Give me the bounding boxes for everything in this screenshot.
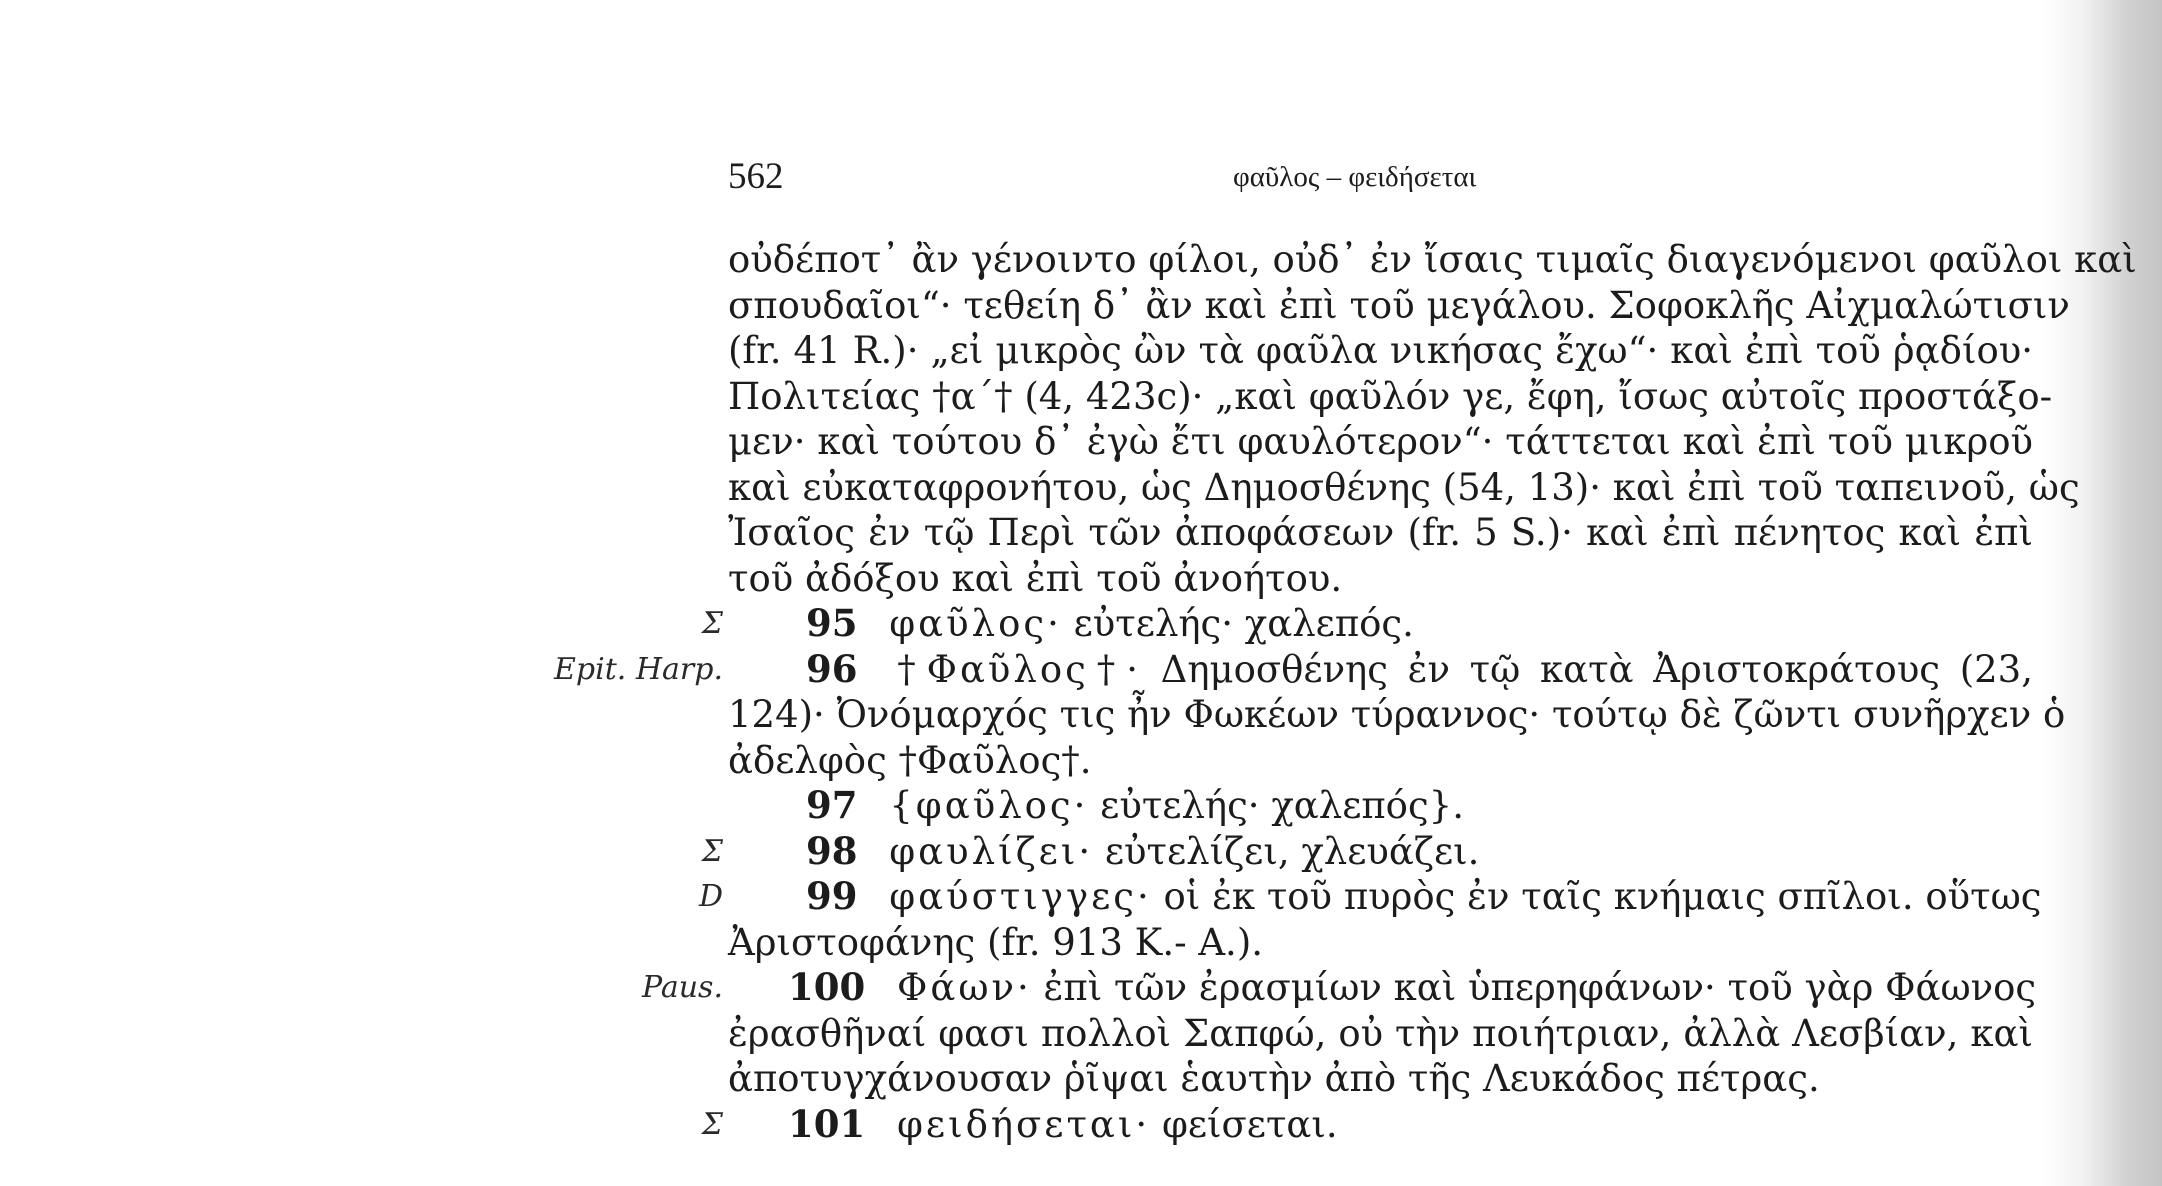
text-line: οὐδέποτ᾽ ἂν γένοιντο φίλοι, οὐδ᾽ ἐν ἴσαις τιμαῖς διαγενόμενοι φαῦλοι καὶ [728, 238, 2137, 281]
entry-lemma: φαυλίζει· [889, 829, 1094, 873]
page-header [728, 155, 2033, 203]
text-body [554, 237, 2137, 1147]
entry-97 [728, 783, 2033, 829]
entry-gloss: φείσεται. [1161, 1102, 1338, 1146]
entry-siglum: Σ [701, 1106, 723, 1142]
entry-gloss: οἱ ἐκ τοῦ πυρὸς ἐν ταῖς κνήμαις σπῖλοι. οὕτως [1163, 875, 2042, 918]
entry-number: 97 [806, 783, 858, 827]
entry-siglum: Σ [701, 606, 723, 641]
page-edge-shadow [2042, 0, 2162, 1186]
entry-101 [701, 1101, 2033, 1148]
entry-number: 101 [788, 1101, 866, 1146]
text-line: Ἀριστοφάνης (fr. 913 K.- A.). [728, 920, 1264, 964]
entry-95 [701, 601, 2033, 647]
text-line: ἐρασθῆναί φασι πολλοὶ Σαπφώ, οὐ τὴν ποιήτριαν, ἀλλὰ Λεσβίαν, καὶ [728, 1011, 2033, 1055]
entry-lemma: †Φαῦλος†· [897, 647, 1141, 691]
entry-lemma: {φαῦλος· [889, 784, 1089, 827]
page-number: 562 [728, 156, 784, 197]
entry-100 [642, 965, 2037, 1011]
entry-siglum: Σ [701, 833, 723, 869]
text-line: Πολιτείας †α´† (4, 423c)· „καὶ φαῦλόν γε, ἔφη, ἴσως αὐτοῖς προστάξο- [728, 374, 2053, 418]
entry-lemma: φειδήσεται· [897, 1102, 1151, 1146]
text-line: ἀδελφὸς †Φαῦλος†. [728, 738, 1092, 782]
entry-96 [554, 646, 2033, 693]
running-head: φαῦλος – φειδήσεται [1233, 161, 1477, 193]
entry-lemma: Φάων· [897, 966, 1032, 1009]
entry-gloss: Δημοσθένης ἐν τῷ κατὰ Ἀριστοκράτους (23, [1160, 647, 2033, 691]
text-line: ἀποτυγχάνουσαν ῥῖψαι ἑαυτὴν ἀπὸ τῆς Λευκάδος πέτρας. [728, 1057, 1820, 1100]
entry-siglum: D [698, 879, 723, 914]
text-line: καὶ εὐκαταφρονήτου, ὡς Δημοσθένης (54, 13)· καὶ ἐπὶ τοῦ ταπεινοῦ, ὡς [728, 465, 2080, 509]
entry-gloss: εὐτελής· χαλεπός. [1073, 602, 1414, 645]
text-line: Ἰσαῖος ἐν τῷ Περὶ τῶν ἀποφάσεων (fr. 5 S.)· καὶ ἐπὶ πένητος καὶ ἐπὶ [728, 511, 2033, 554]
entry-gloss: εὐτελίζει, χλευάζει. [1104, 829, 1480, 873]
entry-number: 100 [788, 965, 866, 1009]
text-line: τοῦ ἀδόξου καὶ ἐπὶ τοῦ ἀνοήτου. [728, 556, 1343, 600]
entry-number: 95 [806, 601, 858, 645]
text-line: 124)· Ὀνόμαρχός τις ἦν Φωκέων τύραννος· τούτῳ δὲ ζῶντι συνῆρχεν ὁ [728, 693, 2066, 736]
entry-number: 99 [806, 874, 858, 918]
entry-number: 96 [806, 646, 858, 691]
entry-gloss: ἐπὶ τῶν ἐρασμίων καὶ ὑπερηφάνων· τοῦ γὰρ Φάωνος [1043, 966, 2037, 1009]
entry-99 [698, 874, 2042, 920]
entry-lemma: φαύστιγγες· [889, 875, 1152, 918]
entry-gloss: εὐτελής· χαλεπός}. [1100, 784, 1464, 827]
entry-lemma: φαῦλος· [889, 602, 1062, 645]
text-line: σπουδαῖοι“· τεθείη δ᾽ ἂν καὶ ἐπὶ τοῦ μεγάλου. Σοφοκλῆς Αἰχμαλώτισιν [728, 283, 2070, 327]
entry-siglum: Paus. [642, 970, 723, 1005]
entry-98 [701, 828, 2033, 875]
text-line: (fr. 41 R.)· „εἰ μικρὸς ὢν τὰ φαῦλα νικήσας ἔχω“· καὶ ἐπὶ τοῦ ῥᾳδίου· [728, 329, 2033, 372]
text-line: μεν· καὶ τούτου δ᾽ ἐγὼ ἔτι φαυλότερον“· τάττεται καὶ ἐπὶ τοῦ μικροῦ [728, 420, 2033, 463]
entry-siglum: Epit. Harp. [554, 651, 723, 687]
entry-number: 98 [806, 828, 858, 873]
